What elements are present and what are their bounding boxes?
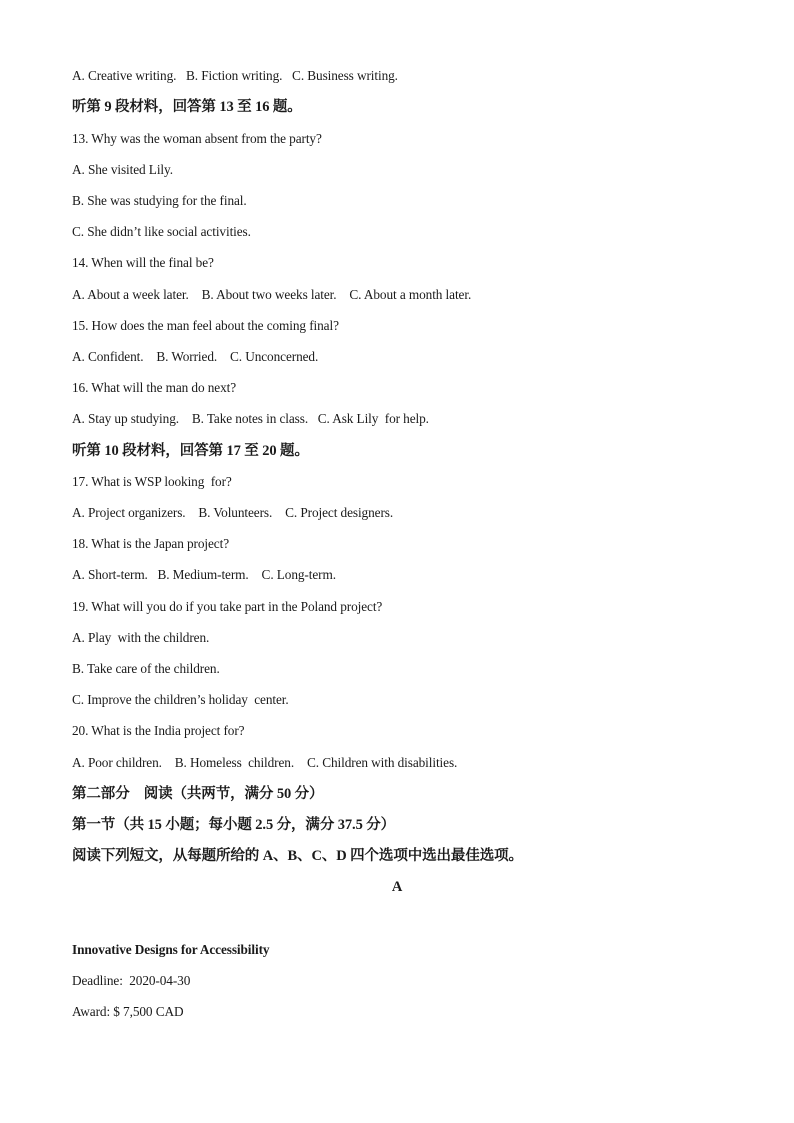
question-19: 19. What will you do if you take part in the Poland project? [72,599,383,614]
q19-option-a: A. Play with the children. [72,630,210,645]
q12-options: A. Creative writing. B. Fiction writing. C. Business writing. [72,68,398,83]
section-heading-passage-10: 听第 10 段材料，回答第 17 至 20 题。 [72,443,309,459]
q13-option-b: B. She was studying for the final. [72,193,247,208]
q13-option-c: C. She didn’t like social activities. [72,224,251,239]
q14-options: A. About a week later. B. About two weeks later. C. About a month later. [72,287,472,302]
award-text: Award: $ 7,500 CAD [72,1004,184,1019]
q18-options: A. Short-term. B. Medium-term. C. Long-term. [72,567,336,582]
question-13: 13. Why was the woman absent from the party? [72,131,322,146]
question-15: 15. How does the man feel about the coming final? [72,318,339,333]
q19-option-c: C. Improve the children’s holiday center. [72,692,289,707]
q15-options: A. Confident. B. Worried. C. Unconcerned. [72,349,319,364]
q19-option-b: B. Take care of the children. [72,661,220,676]
question-14: 14. When will the final be? [72,255,214,270]
q20-options: A. Poor children. B. Homeless children. C. Children with disabilities. [72,755,458,770]
question-20: 20. What is the India project for? [72,723,245,738]
passage-title: Innovative Designs for Accessibility [72,942,270,957]
section-heading-passage-9: 听第 9 段材料，回答第 13 至 16 题。 [72,99,302,115]
passage-label: A [391,879,403,895]
reading-instructions: 阅读下列短文，从每题所给的 A、B、C、D 四个选项中选出最佳选项。 [72,848,523,864]
question-16: 16. What will the man do next? [72,380,237,395]
section-one-heading: 第一节（共 15 小题；每小题 2.5 分，满分 37.5 分） [72,817,396,833]
part-two-heading: 第二部分 阅读（共两节，满分 50 分） [72,786,324,802]
question-18: 18. What is the Japan project? [72,536,230,551]
q16-options: A. Stay up studying. B. Take notes in class. C. Ask Lily for help. [72,411,429,426]
q17-options: A. Project organizers. B. Volunteers. C. Project designers. [72,505,394,520]
deadline-text: Deadline: 2020-04-30 [72,973,191,988]
question-17: 17. What is WSP looking for? [72,474,232,489]
q13-option-a: A. She visited Lily. [72,162,173,177]
